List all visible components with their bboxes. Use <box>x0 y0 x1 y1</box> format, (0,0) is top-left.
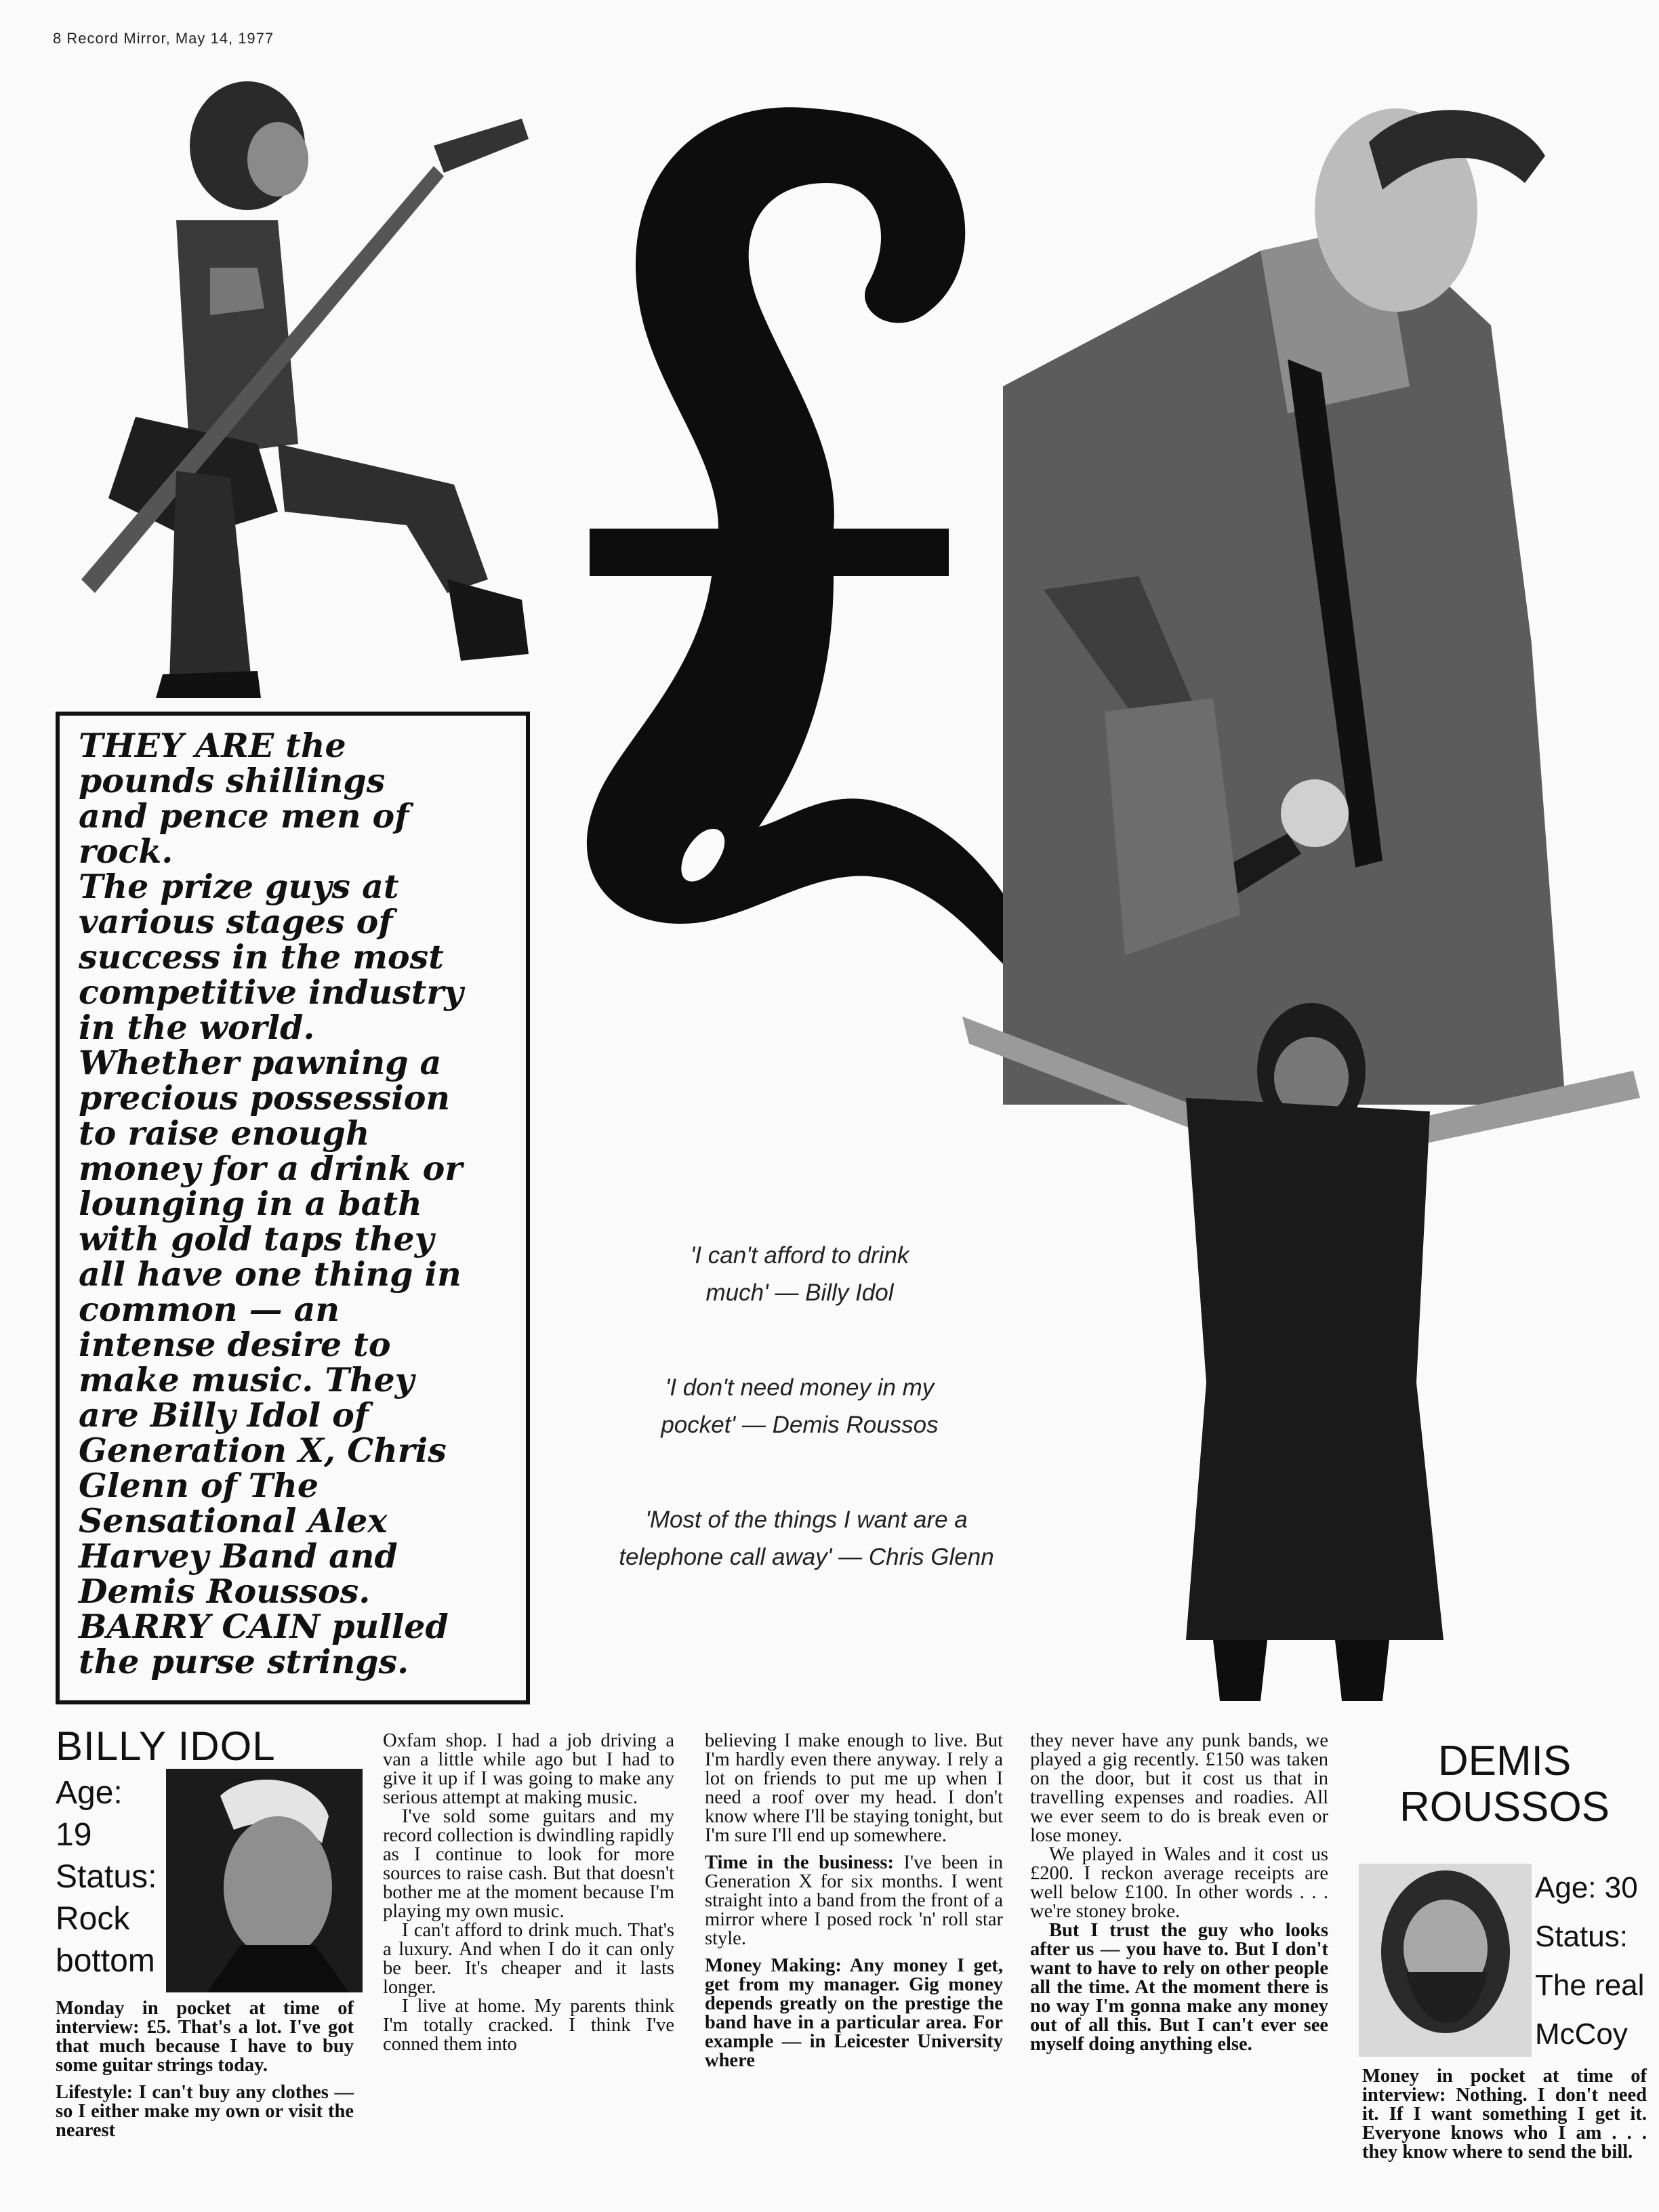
quote-demis-roussos: 'I don't need money in my pocket' — Demis Roussos <box>661 1374 939 1438</box>
column-3-paragraph: believing I make enough to live. But I'm hardly even there anyway. I rely a lot on friends to put me up when I need a roof over my head. I don't know where I'll be staying tonight, but I'm sure I'll end up somewhere. <box>705 1730 1003 1846</box>
billy-idol-column-4 <box>1030 1732 1328 2054</box>
time-in-business-label: Time in the business: <box>705 1852 894 1873</box>
billy-idol-age-label: Age: <box>56 1775 123 1811</box>
demis-roussos-portrait <box>1359 1864 1532 2057</box>
man-in-coat-image <box>1003 102 1654 1105</box>
demis-roussos-profile <box>1535 1864 1657 2059</box>
demis-roussos-status-line2: McCoy <box>1535 2018 1628 2051</box>
intro-text: THEY ARE the pounds shillings and pence men of rock. The prize guys at various stages of success in the most competitive industry in the world. Whether pawning a precious possession to raise enough money for a drink or lounging in a bath with gold taps they all have one thing in common — an intense desire to make music. They are Billy Idol of Generation X, Chris Glenn of The Sensational Alex Harvey Band and Demis Roussos. BARRY CAIN pulled the purse strings. <box>79 726 464 1681</box>
guitarist-silhouette-image <box>54 64 569 701</box>
column-2-paragraph: I've sold some guitars and my record collection is dwindling rapidly as I continue to look for more sources to raise cash. But that doesn't bother me at the moment because I'm playing my own music. <box>383 1806 674 1922</box>
demis-roussos-heading-line1: DEMIS <box>1437 1738 1572 1784</box>
page-folio: 8 Record Mirror, May 14, 1977 <box>53 30 274 47</box>
money-making-label: Money Making: <box>705 1955 842 1976</box>
money-in-pocket-label: Monday in pocket at time of interview: <box>56 1998 354 2038</box>
billy-idol-column-3 <box>705 1732 1003 2070</box>
demis-roussos-text: Money in pocket at time of interview: Nothing. I don't need it. If I want something I get it. Everyone knows who I am . . . they know where to send the bill. <box>1362 2066 1647 2163</box>
lifestyle-label: Lifestyle: <box>56 2082 133 2103</box>
money-making-text: Any money I get, get from my manager. Gig money depends greatly on the prestige the band have in a particular area. For example — in Leicester University where <box>705 1955 1003 2071</box>
demis-roussos-heading <box>1355 1738 1654 1830</box>
demis-roussos-status-label: Status: <box>1535 1920 1628 1953</box>
column-2-paragraph: I live at home. My parents think I'm totally cracked. I think I've conned them into <box>383 1996 674 2055</box>
intro-box <box>56 712 530 1704</box>
chris-glenn-photo <box>1003 102 1654 1105</box>
demis-roussos-heading-line2: ROUSSOS <box>1399 1784 1610 1830</box>
billy-idol-column-1 <box>56 1999 354 2140</box>
demis-roussos-age: Age: 30 <box>1535 1871 1638 1904</box>
quote-billy-idol: 'I can't afford to drink much' — Billy Idol <box>690 1242 909 1306</box>
column-4-paragraph: they never have any punk bands, we played a gig recently. £150 was taken on the door, but it cost us that in travelling expenses and roadies. All we ever seem to do is break even or lose money. <box>1030 1730 1328 1846</box>
billy-idol-age-value: 19 <box>56 1817 92 1853</box>
billy-idol-guitar-photo <box>54 64 569 701</box>
column-4-paragraph: But I trust the guy who looks after us — you have to. But I don't want to have to rely on other people all the time. At the moment there is no way I'm gonna make any money out of all this. But I can't ever see myself doing anything else. <box>1030 1920 1328 2055</box>
billy-idol-heading: BILLY IDOL <box>56 1723 276 1769</box>
pound-sign-graphic <box>515 81 1030 1017</box>
money-in-pocket-text: £5. That's a lot. I've got that much because I have to buy some guitar strings today. <box>56 2017 354 2076</box>
billy-idol-portrait <box>166 1769 363 1992</box>
column-2-paragraph: I can't afford to drink much. That's a luxury. And when I do it can only be beer. It's cheaper and it lasts longer. <box>383 1920 674 1998</box>
billy-idol-status-line1: Rock <box>56 1901 130 1937</box>
column-2-paragraph: Oxfam shop. I had a job driving a van a little while ago but I had to give it up if I was going to make any serious attempt at making music. <box>383 1730 674 1808</box>
man-in-robe-image <box>942 976 1654 1708</box>
demis-roussos-robe-photo <box>942 976 1654 1708</box>
billy-idol-column-2 <box>383 1732 674 2054</box>
billy-idol-portrait-image <box>166 1769 363 1992</box>
pound-symbol-icon <box>515 81 1030 1017</box>
billy-idol-status-line2: bottom <box>56 1943 155 1979</box>
time-in-business-text: I've been in Generation X for six months. I went straight into a band from the front of a mirror where I posed rock 'n' roll star style. <box>705 1852 1003 1949</box>
demis-roussos-portrait-image <box>1359 1864 1532 2057</box>
column-4-paragraph: We played in Wales and it cost us £200. I reckon average receipts are well below £100. In other words . . . we're stoney broke. <box>1030 1844 1328 1922</box>
demis-roussos-status-line1: The real <box>1535 1969 1645 2002</box>
quote-chris-glenn: 'Most of the things I want are a telephone call away' — Chris Glenn <box>619 1507 994 1570</box>
billy-idol-status-label: Status: <box>56 1859 157 1895</box>
lifestyle-text: I can't buy any clothes — so I either make my own or visit the nearest <box>56 2082 354 2141</box>
